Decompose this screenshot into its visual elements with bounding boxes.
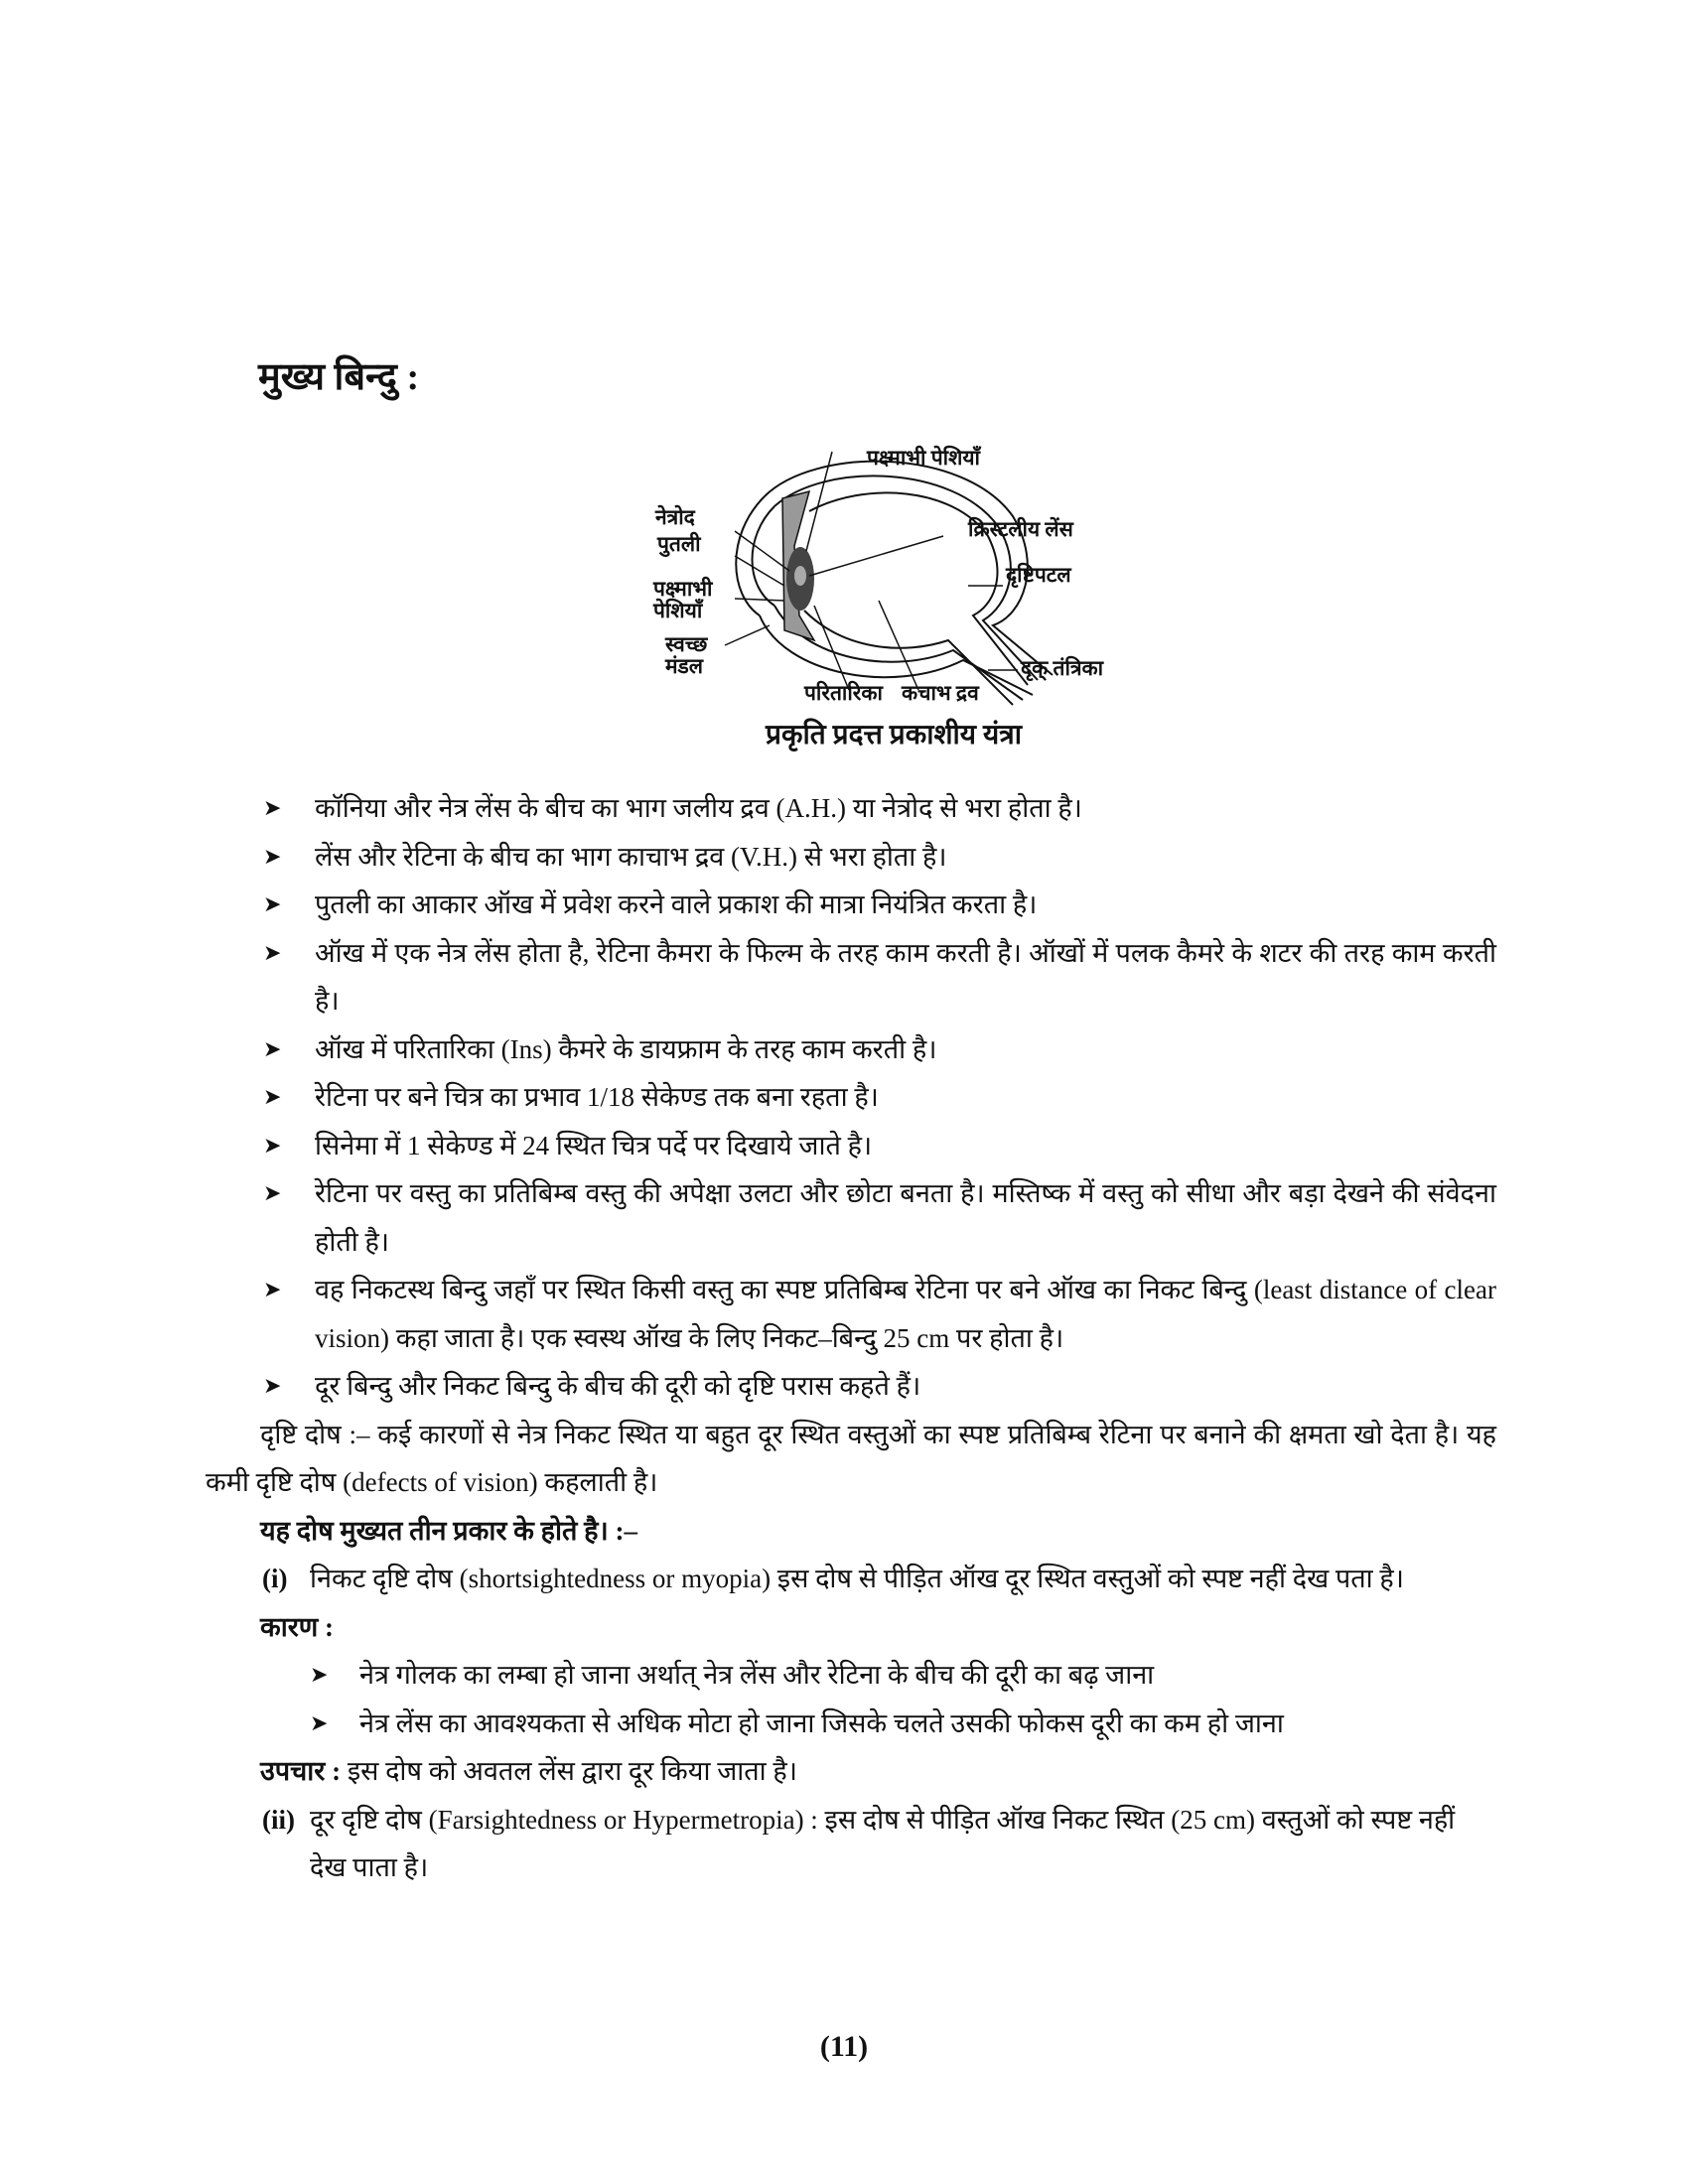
bullet-text: ऑख में एक नेत्र लेंस होता है, रेटिना कैमरा के फिल्म के तरह काम करती है। ऑखों में पलक कैमरे के शटर की तरह काम करती है। [315,937,1496,1016]
label-ciliary-muscles-top: पक्ष्माभी पेशियाँ [867,446,980,470]
content-body [206,784,1496,1892]
eye-diagram [635,437,1132,754]
page-number: (11) [819,2030,869,2063]
cause-item [260,1700,1496,1748]
arrow-bullet-icon: ➤ [263,1132,282,1158]
label-vitreous-humour: कचाभ द्रव [902,681,979,705]
arrow-bullet-icon: ➤ [263,1373,282,1398]
bullet-item [260,1362,1496,1411]
remedy-line [260,1747,1496,1796]
cause-item [260,1651,1496,1700]
label-cornea [665,633,707,677]
defects-paragraph: दृष्टि दोष :– कई कारणों से नेत्र निकट स्थित या बहुत दूर स्थित वस्तुओं का स्पष्ट प्रतिबिम्ब रेटिना पर बनाने की क्षमता खो देता है। यह कमी दृष्टि दोष (defects of vision) कहलाती है। [206,1419,1496,1497]
label-optic-nerve: दृक् तंत्रिका [1021,656,1104,680]
label-line-2: मंडल [665,654,704,678]
arrow-bullet-icon: ➤ [310,1709,329,1735]
defect-item-hypermetropia [260,1796,1496,1892]
arrow-bullet-icon: ➤ [263,1035,282,1061]
bullet-text: रेटिना पर वस्तु का प्रतिबिम्ब वस्तु की अपेक्षा उलटा और छोटा बनता है। मस्तिष्क में वस्तु को सीधा और बड़ा देखने की संवेदना होती है। [315,1178,1496,1257]
remedy-label: उपचार : [260,1756,342,1786]
figure-caption: प्रकृति प्रदत्त प्रकाशीय यंत्रा [766,720,1022,751]
label-iris: परितारिका [804,681,883,705]
bullet-item [260,1025,1496,1074]
bullet-text: पुतली का आकार ऑख में प्रवेश करने वाले प्रकाश की मात्रा नियंत्रित करता है। [315,889,1038,919]
bullet-item [260,881,1496,929]
bullet-text: सिनेमा में 1 सेकेण्ड में 24 स्थित चित्र पर्दे पर दिखाये जाते है। [315,1130,873,1160]
bullet-item [260,1169,1496,1266]
label-line-2: पेशियाँ [653,599,703,622]
bullet-text: कॉनिया और नेत्र लेंस के बीच का भाग जलीय द्रव (A.H.) या नेत्रोद से भरा होता है। [315,793,1082,823]
bullet-text: ऑख में परितारिका (Ins) कैमरे के डायफ्राम के तरह काम करती है। [315,1033,937,1064]
bullet-item [260,929,1496,1025]
remedy-text: इस दोष को अवतल लेंस द्वारा दूर किया जाता है। [347,1756,797,1786]
arrow-bullet-icon: ➤ [263,1277,282,1301]
arrow-bullet-icon: ➤ [263,795,282,820]
arrow-bullet-icon: ➤ [263,939,282,965]
cause-label: कारण : [260,1611,335,1642]
section-heading: मुख्य बिन्दु : [258,356,420,398]
bullet-item [260,833,1496,882]
label-line-1: स्वच्छ [665,632,708,656]
cause-text: नेत्र लेंस का आवश्यकता से अधिक मोटा हो जाना जिसके चलते उसकी फोकस दूरी का कम हो जाना [359,1707,1284,1738]
arrow-bullet-icon: ➤ [310,1662,329,1687]
label-aqueous-humour: नेत्रोद [655,505,695,529]
bullet-text: रेटिना पर बने चित्र का प्रभाव 1/18 सेकेण्ड तक बना रहता है। [315,1082,879,1112]
bullet-item [260,1266,1496,1362]
item-number: (ii) [262,1804,295,1835]
bullet-item [260,1073,1496,1122]
arrow-bullet-icon: ➤ [263,843,282,869]
label-retina: दृष्टिपटल [1006,563,1071,587]
bullet-item [260,1122,1496,1170]
types-heading: यह दोष मुख्यत तीन प्रकार के होते है। :– [260,1515,637,1546]
defect-item-myopia [260,1555,1496,1603]
label-crystalline-lens: क्रिस्टलीय लेंस [968,517,1073,541]
bullet-item [260,784,1496,833]
item-text: निकट दृष्टि दोष (shortsightedness or myopia) इस दोष से पीड़ित ऑख दूर स्थित वस्तुओं को स्पष्ट नहीं देख पता है। [310,1564,1404,1593]
bullet-text: दूर बिन्दु और निकट बिन्दु के बीच की दूरी को दृष्टि परास कहते हैं। [315,1371,921,1401]
item-text: दूर दृष्टि दोष (Farsightedness or Hypermetropia) : इस दोष से पीड़ित ऑख निकट स्थित (25 cm) वस्तुओं को स्पष्ट नहीं देख पाता है। [310,1804,1456,1882]
bullet-text: लेंस और रेटिना के बीच का भाग काचाभ द्रव (V.H.) से भरा होता है। [315,841,947,872]
item-number: (i) [262,1564,288,1593]
label-pupil: पुतली [657,532,701,556]
arrow-bullet-icon: ➤ [263,1180,282,1205]
arrow-bullet-icon: ➤ [263,1084,282,1109]
bullet-text: वह निकटस्थ बिन्दु जहाँ पर स्थित किसी वस्तु का स्पष्ट प्रतिबिम्ब रेटिना पर बने ऑख का निकट बिन्दु (least distance of clear vision) कहा जाता है। एक स्वस्थ ऑख के लिए निकट–बिन्दु 25 cm पर होता है। [315,1275,1496,1353]
arrow-bullet-icon: ➤ [263,891,282,916]
cause-text: नेत्र गोलक का लम्बा हो जाना अर्थात् नेत्र लेंस और रेटिना के बीच की दूरी का बढ़ जाना [359,1660,1155,1690]
label-line-1: पक्ष्माभी [653,577,713,601]
label-ciliary-muscles-left [653,578,712,621]
